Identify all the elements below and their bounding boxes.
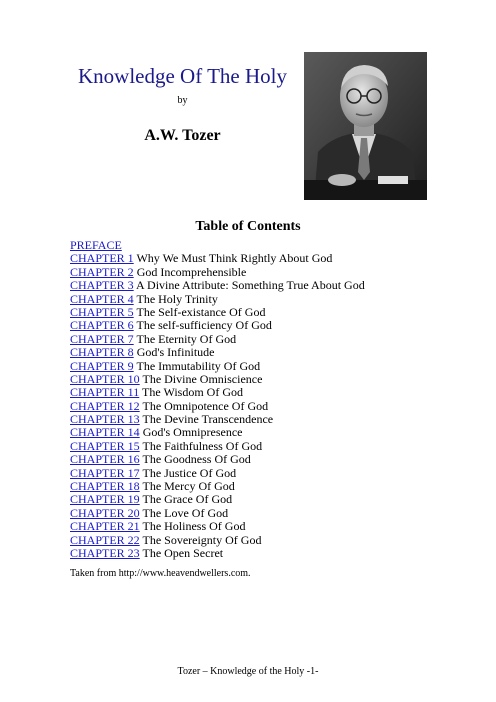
toc-entry-title: The Wisdom Of God [142, 385, 243, 400]
toc-entry-title: The Grace Of God [142, 492, 233, 507]
toc-entry [70, 413, 365, 426]
toc-entry-title: The Divine Omniscience [142, 371, 263, 386]
toc-entry [70, 426, 365, 439]
toc-entry [70, 266, 365, 279]
toc-link-chapter-18[interactable]: CHAPTER 18 [70, 479, 140, 494]
toc-entry [70, 333, 365, 346]
toc-entry [70, 279, 365, 292]
toc-entry-title: The Holiness Of God [142, 519, 246, 534]
toc-entry [70, 440, 365, 453]
toc-entry-title: Why We Must Think Rightly About God [136, 251, 333, 266]
toc-entry-title: The Sovereignty Of God [142, 532, 262, 547]
toc-link-chapter-19[interactable]: CHAPTER 19 [70, 492, 140, 507]
toc-entry [70, 252, 365, 265]
toc-entry-title: The Eternity Of God [136, 331, 237, 346]
toc-entry-title: The Goodness Of God [142, 452, 251, 467]
toc-link-chapter-15[interactable]: CHAPTER 15 [70, 438, 140, 453]
toc-entry [70, 493, 365, 506]
toc-link-chapter-13[interactable]: CHAPTER 13 [70, 412, 140, 427]
toc-link-chapter-22[interactable]: CHAPTER 22 [70, 532, 140, 547]
toc-entry-title: God's Omnipresence [142, 425, 243, 440]
toc-link-chapter-3[interactable]: CHAPTER 3 [70, 278, 134, 293]
toc-entry [70, 534, 365, 547]
author-photo [304, 52, 427, 200]
toc-entry-title: The self-sufficiency Of God [136, 318, 272, 333]
table-of-contents [70, 239, 365, 560]
toc-link-chapter-16[interactable]: CHAPTER 16 [70, 452, 140, 467]
toc-entry [70, 239, 365, 252]
source-note: Taken from http://www.heavendwellers.com. [70, 568, 251, 579]
toc-link-chapter-4[interactable]: CHAPTER 4 [70, 291, 134, 306]
toc-entry [70, 293, 365, 306]
toc-entry [70, 400, 365, 413]
toc-entry-title: The Holy Trinity [136, 291, 218, 306]
toc-link-chapter-9[interactable]: CHAPTER 9 [70, 358, 134, 373]
toc-entry [70, 373, 365, 386]
toc-heading: Table of Contents [195, 219, 301, 234]
toc-entry [70, 360, 365, 373]
toc-entry-title: The Devine Transcendence [142, 412, 274, 427]
toc-link-chapter-6[interactable]: CHAPTER 6 [70, 318, 134, 333]
page-footer: Tozer – Knowledge of the Holy -1- [177, 666, 319, 677]
toc-link-chapter-2[interactable]: CHAPTER 2 [70, 264, 134, 279]
toc-link-chapter-10[interactable]: CHAPTER 10 [70, 371, 140, 386]
toc-link-chapter-17[interactable]: CHAPTER 17 [70, 465, 140, 480]
toc-link-chapter-14[interactable]: CHAPTER 14 [70, 425, 140, 440]
toc-entry [70, 520, 365, 533]
toc-entry [70, 306, 365, 319]
toc-entry-title: The Justice Of God [142, 465, 237, 480]
toc-entry [70, 480, 365, 493]
toc-link-chapter-21[interactable]: CHAPTER 21 [70, 519, 140, 534]
toc-entry-title: God Incomprehensible [136, 264, 247, 279]
toc-link-preface[interactable]: PREFACE [70, 238, 122, 252]
by-line: by [177, 95, 188, 106]
toc-link-chapter-1[interactable]: CHAPTER 1 [70, 251, 134, 266]
toc-link-chapter-5[interactable]: CHAPTER 5 [70, 304, 134, 319]
toc-entry [70, 319, 365, 332]
author-name: A.W. Tozer [144, 127, 221, 144]
toc-entry [70, 453, 365, 466]
toc-entry [70, 467, 365, 480]
toc-entry [70, 547, 365, 560]
toc-entry [70, 507, 365, 520]
toc-entry-title: The Faithfulness Of God [142, 438, 263, 453]
toc-link-chapter-8[interactable]: CHAPTER 8 [70, 345, 134, 360]
toc-entry-title: The Immutability Of God [136, 358, 261, 373]
toc-link-chapter-7[interactable]: CHAPTER 7 [70, 331, 134, 346]
book-title: Knowledge Of The Holy [78, 64, 287, 88]
toc-link-chapter-11[interactable]: CHAPTER 11 [70, 385, 140, 400]
toc-link-chapter-12[interactable]: CHAPTER 12 [70, 398, 140, 413]
toc-entry-title: The Open Secret [142, 545, 224, 560]
toc-entry [70, 346, 365, 359]
toc-entry-title: A Divine Attribute: Something True About God [136, 278, 365, 293]
toc-entry-title: God's Infinitude [136, 345, 215, 360]
toc-link-chapter-23[interactable]: CHAPTER 23 [70, 545, 140, 560]
toc-entry-title: The Self-existance Of God [136, 304, 266, 319]
toc-entry-title: The Omnipotence Of God [142, 398, 269, 413]
toc-entry-title: The Mercy Of God [142, 479, 235, 494]
toc-entry [70, 386, 365, 399]
toc-link-chapter-20[interactable]: CHAPTER 20 [70, 505, 140, 520]
toc-entry-title: The Love Of God [142, 505, 229, 520]
